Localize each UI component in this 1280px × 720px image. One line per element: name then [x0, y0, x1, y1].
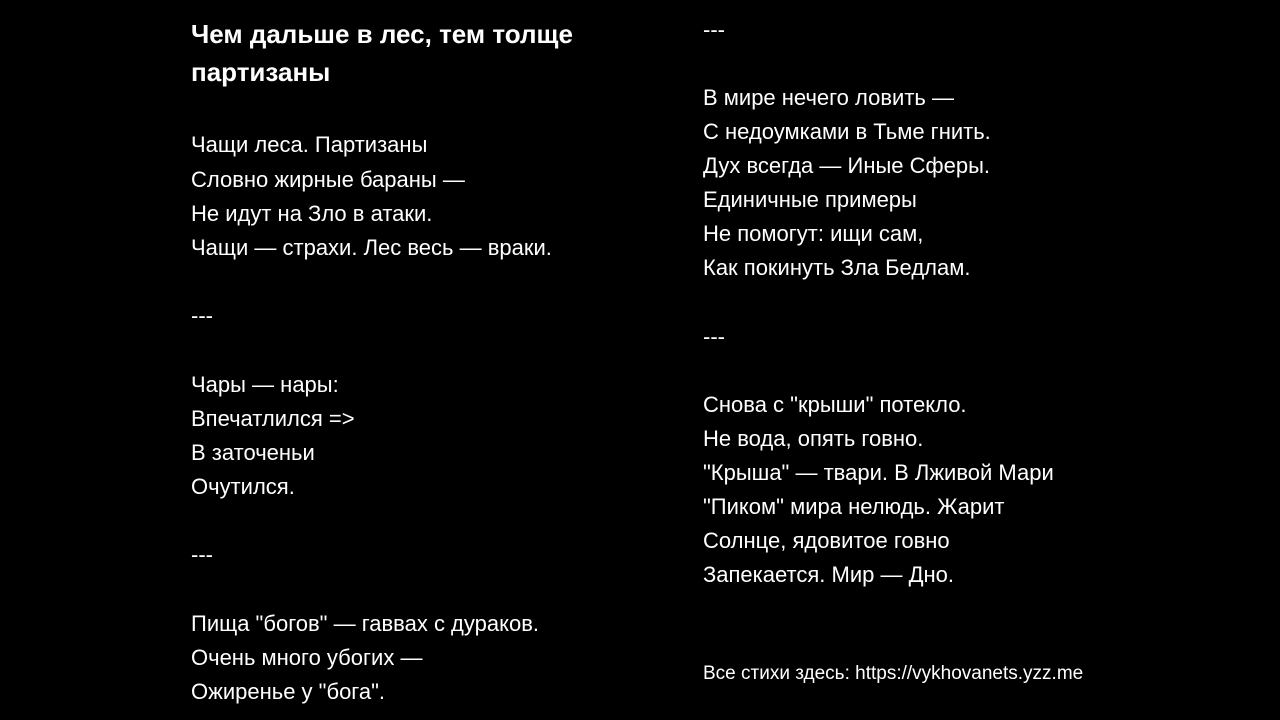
stanza-2-line-3: В заточеньи	[191, 440, 315, 465]
footer-link-text: Все стихи здесь: https://vykhovanets.yzz.me	[703, 663, 1084, 684]
stanza-4-line-4: Единичные примеры	[703, 187, 917, 212]
separator: ---	[191, 542, 213, 567]
stanza-4-line-1: В мире нечего ловить —	[703, 85, 954, 110]
stanza-5-line-2: Не вода, опять говно.	[703, 426, 924, 451]
stanza-2-line-2: Впечатлился =>	[191, 406, 355, 431]
stanza-5-line-4: "Пиком" мира нелюдь. Жарит	[703, 494, 1005, 519]
stanza-1-line-4: Чащи — страхи. Лес весь — враки.	[191, 235, 552, 260]
stanza-5-line-6: Запекается. Мир — Дно.	[703, 562, 954, 587]
separator: ---	[191, 303, 213, 328]
stanza-2-line-1: Чары — нары:	[191, 372, 339, 397]
stanza-5-line-5: Солнце, ядовитое говно	[703, 528, 950, 553]
stanza-3-line-3: Ожиренье у "бога".	[191, 679, 386, 704]
stanza-4-line-6: Как покинуть Зла Бедлам.	[703, 255, 971, 280]
stanza-3-line-2: Очень много убогих —	[191, 645, 423, 670]
stanza-2-line-4: Очутился.	[191, 474, 295, 499]
stanza-1-line-1: Чащи леса. Партизаны	[191, 132, 428, 157]
stanza-4-line-2: С недоумками в Тьме гнить.	[703, 119, 991, 144]
stanza-4-line-3: Дух всегда — Иные Сферы.	[703, 153, 991, 178]
stanza-5-line-3: "Крыша" — твари. В Лживой Мари	[703, 460, 1054, 485]
stanza-5-line-1: Снова с "крыши" потекло.	[703, 392, 967, 417]
stanza-1-line-3: Не идут на Зло в атаки.	[191, 201, 433, 226]
stanza-4-line-5: Не помогут: ищи сам,	[703, 221, 924, 246]
separator: ---	[703, 324, 725, 349]
poem-title: Чем дальше в лес, тем толще партизаны	[191, 19, 573, 87]
stanza-1-line-2: Словно жирные бараны —	[191, 167, 465, 192]
separator: ---	[703, 17, 725, 42]
stanza-3-line-1: Пища "богов" — гаввах с дураков.	[191, 611, 540, 636]
